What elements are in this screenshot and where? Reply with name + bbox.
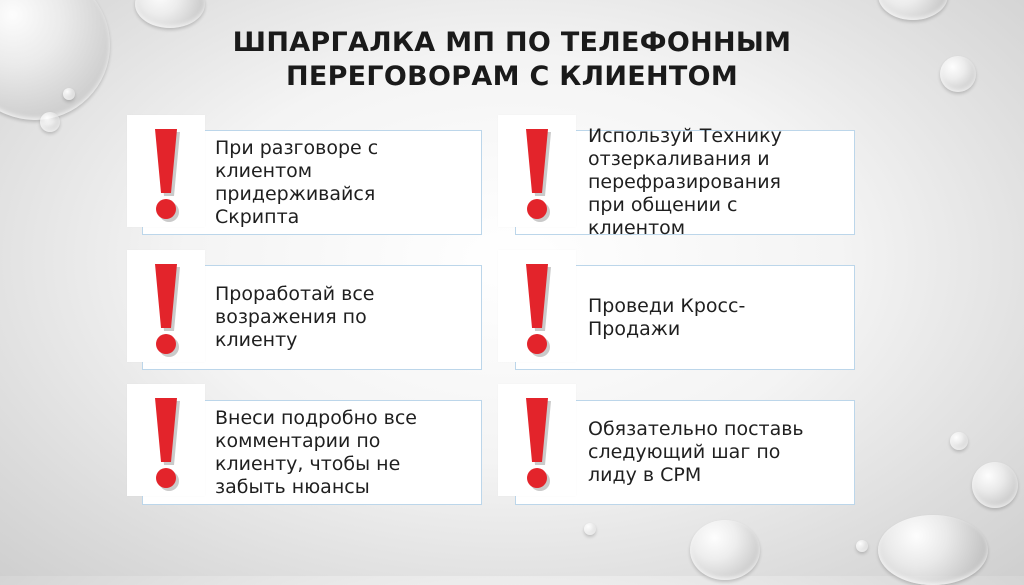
water-drop — [878, 0, 948, 20]
water-drop — [584, 523, 596, 535]
water-drop — [950, 432, 968, 450]
exclamation-icon — [498, 250, 576, 362]
exclamation-icon — [127, 115, 205, 227]
water-drop — [856, 540, 868, 552]
title-line-2: ПЕРЕГОВОРАМ С КЛИЕНТОМ — [285, 61, 739, 92]
exclamation-icon — [498, 384, 576, 496]
exclamation-icon — [498, 115, 576, 227]
water-drop — [135, 0, 205, 28]
tip-text: Обязательно поставь следующий шаг по лиду в СРМ — [588, 418, 804, 486]
tip-text: Проведи Кросс- Продажи — [588, 294, 746, 340]
exclamation-icon — [498, 384, 576, 496]
exclamation-icon — [498, 250, 576, 362]
exclamation-icon — [127, 250, 205, 362]
water-drop — [690, 520, 760, 580]
water-drop — [0, 0, 110, 120]
water-drop — [972, 462, 1018, 508]
title-line-1: ШПАРГАЛКА МП ПО ТЕЛЕФОННЫМ — [232, 27, 792, 58]
exclamation-icon — [127, 384, 205, 496]
water-drop — [940, 56, 976, 92]
exclamation-icon — [127, 115, 205, 227]
tip-text: Используй Технику отзеркаливания и перефразирования при общении с клиентом — [588, 125, 782, 239]
water-drop — [40, 112, 60, 132]
tip-text: Внеси подробно все комментарии по клиенту, чтобы не забыть нюансы — [215, 406, 417, 498]
water-drop — [63, 88, 75, 100]
slide-title — [130, 26, 894, 94]
exclamation-icon — [127, 250, 205, 362]
tip-text: Проработай все возражения по клиенту — [215, 283, 375, 351]
exclamation-icon — [127, 384, 205, 496]
tip-text: При разговоре с клиентом придерживайся Скрипта — [215, 136, 379, 228]
exclamation-icon — [498, 115, 576, 227]
water-drop — [878, 515, 988, 585]
